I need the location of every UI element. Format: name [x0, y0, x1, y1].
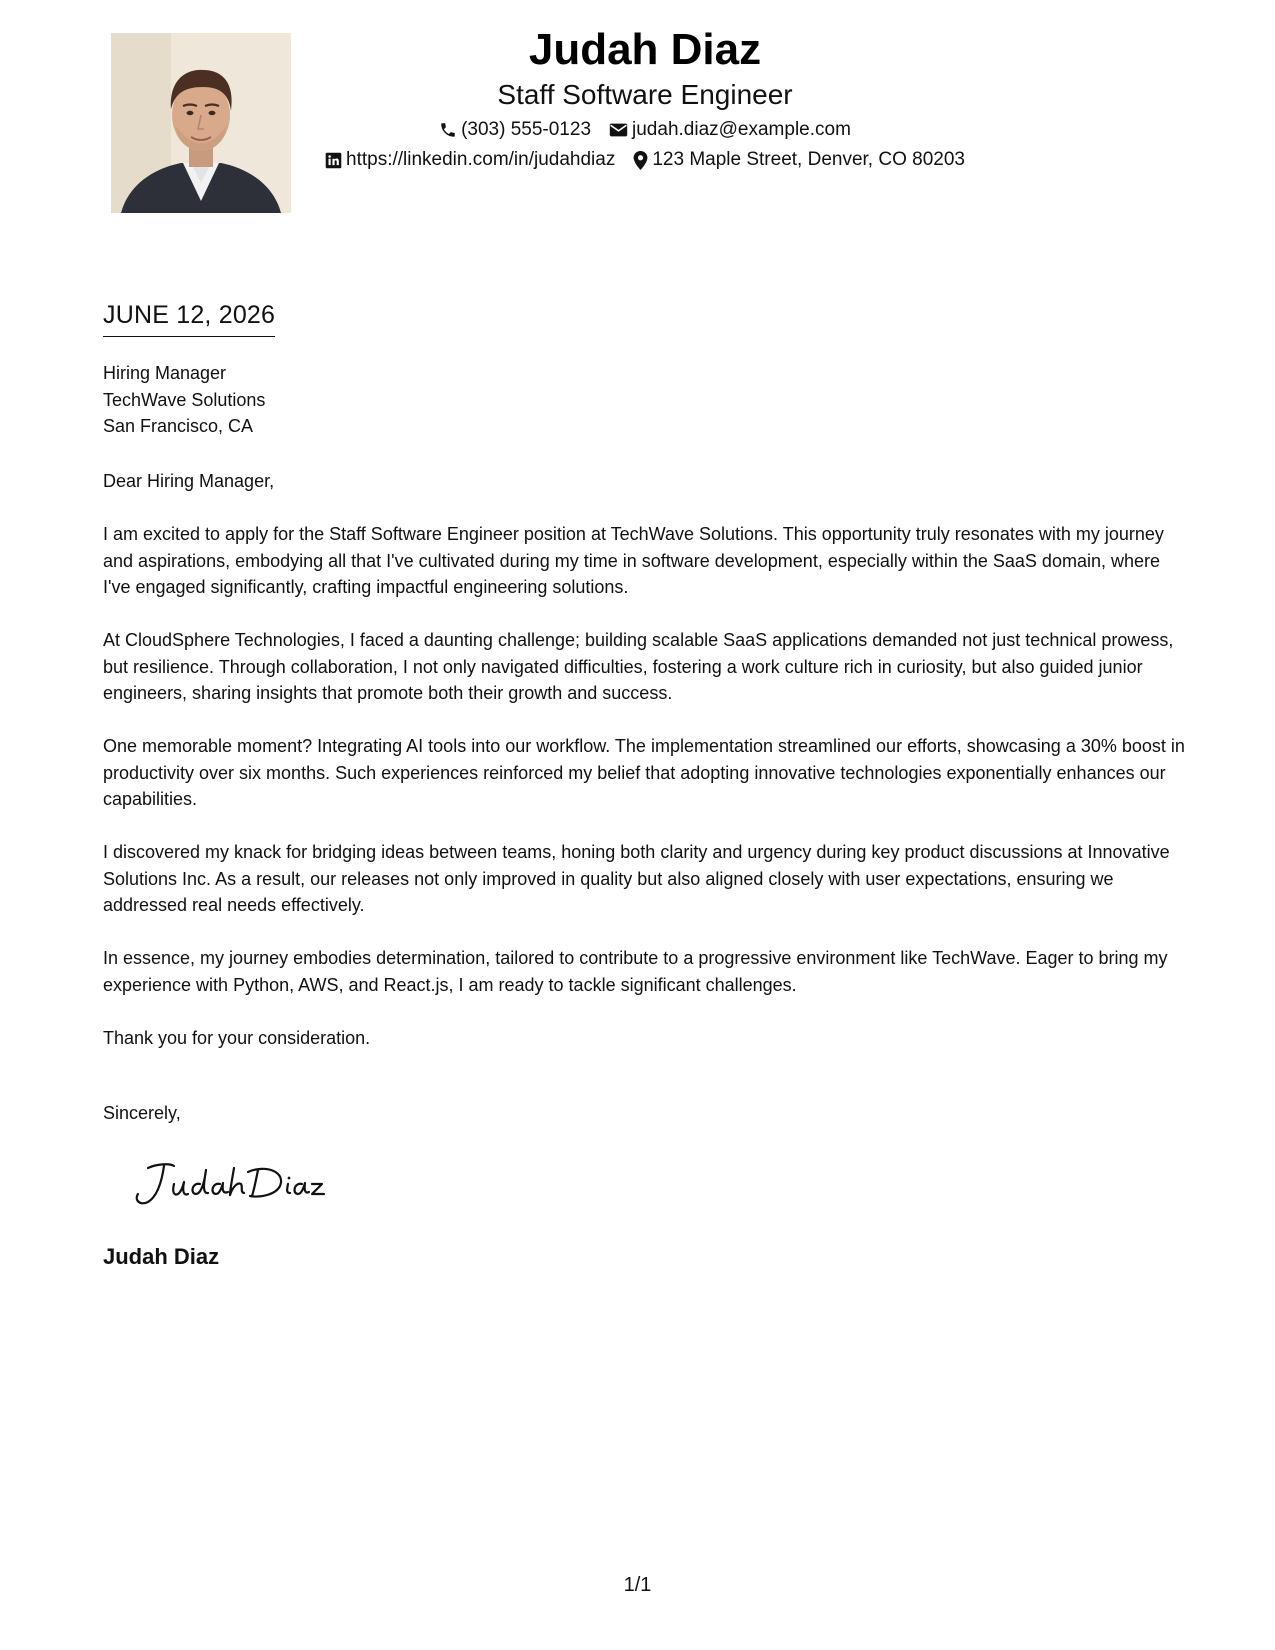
map-pin-icon [633, 151, 648, 170]
page-number: 1/1 [623, 1574, 652, 1596]
letter-header [290, 22, 1000, 172]
linkedin-icon [325, 152, 342, 169]
email-contact[interactable] [609, 118, 851, 142]
letter-body [103, 468, 1188, 1078]
phone-contact [439, 118, 591, 142]
paragraph-cloudsphere: At CloudSphere Technologies, I faced a daunting challenge; building scalable SaaS applications demanded not just technical prowess, but resilience. Through collaboration, I not only navigated difficulties, fostering a work culture rich in curiosity, but also guided junior engineers, sharing insights that promote both their growth and success. [103, 630, 1174, 703]
recipient-block [103, 360, 265, 440]
salutation: Dear Hiring Manager, [103, 471, 275, 491]
recipient-location: San Francisco, CA [103, 416, 254, 436]
applicant-name: Judah Diaz [528, 25, 762, 74]
paragraph-thanks: Thank you for your consideration. [103, 1027, 371, 1048]
paragraph-bridging-teams: I discovered my knack for bridging ideas between teams, honing both clarity and urgency during key product discussions at Innovative Solutions Inc. As a result, our releases not only improved in quality but also aligned closely with user expectations, ensuring we addressed real needs effectively. [103, 842, 1170, 915]
email-address[interactable]: judah.diaz@example.com [632, 119, 851, 140]
phone-number: (303) 555-0123 [461, 119, 592, 140]
contact-row-secondary [290, 148, 1000, 172]
applicant-title: Staff Software Engineer [497, 79, 793, 110]
handwritten-signature [130, 1160, 330, 1215]
linkedin-url[interactable]: https://linkedin.com/in/judahdiaz [346, 149, 616, 170]
linkedin-contact[interactable] [325, 148, 615, 172]
envelope-icon [609, 122, 628, 138]
closing: Sincerely, [103, 1103, 181, 1123]
paragraph-essence: In essence, my journey embodies determination, tailored to contribute to a progressive environment like TechWave. Eager to bring my experience with Python, AWS, and React.js, I am ready to tackle significant challenges. [103, 948, 1168, 995]
signature-image [130, 1160, 330, 1210]
paragraph-intro: I am excited to apply for the Staff Software Engineer position at TechWave Solutions. This opportunity truly resonates with my journey and aspirations, embodying all that I've cultivated during my time in software development, especially within the SaaS domain, where I've engaged significantly, crafting impactful engineering solutions. [103, 524, 1164, 597]
address-contact [633, 148, 965, 172]
signer-name: Judah Diaz [103, 1244, 220, 1269]
profile-photo [111, 33, 291, 213]
profile-photo-portrait [111, 33, 291, 213]
contact-row-primary [290, 118, 1000, 142]
paragraph-ai-tools: One memorable moment? Integrating AI tools into our workflow. The implementation streamlined our efforts, showcasing a 30% boost in productivity over six months. Such experiences reinforced my belief that adopting innovative technologies exponentially enhances our capabilities. [103, 736, 1185, 809]
street-address: 123 Maple Street, Denver, CO 80203 [652, 149, 965, 170]
recipient-company: TechWave Solutions [103, 389, 266, 410]
recipient-name: Hiring Manager [103, 363, 227, 383]
date-block [103, 298, 275, 337]
phone-icon [439, 121, 457, 139]
letter-date: JUNE 12, 2026 [103, 298, 275, 337]
